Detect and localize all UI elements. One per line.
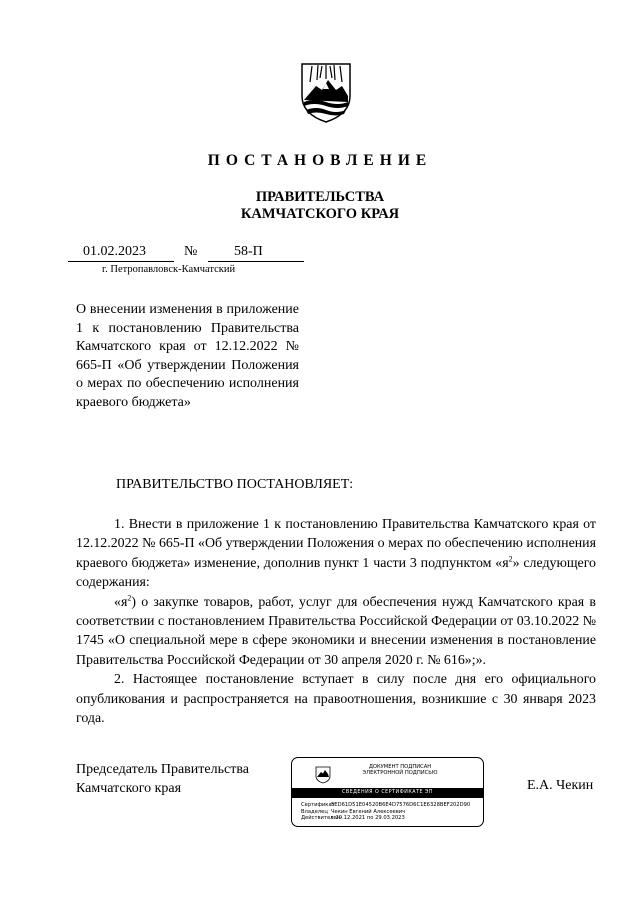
stamp-title-line-2: ЭЛЕКТРОННОЙ ПОДПИСЬЮ xyxy=(362,770,438,777)
signer-position-line-1: Председатель Правительства xyxy=(76,762,249,777)
resolution-heading: ПРАВИТЕЛЬСТВО ПОСТАНОВЛЯЕТ: xyxy=(116,477,354,492)
signer-name: Е.А. Чекин xyxy=(527,778,594,793)
issuer-line-1: ПРАВИТЕЛЬСТВА xyxy=(255,189,385,205)
stamp-owner-value: Чекин Евгений Алексеевич xyxy=(331,808,406,815)
issuer-line-2: КАМЧАТСКОГО КРАЯ xyxy=(240,206,400,222)
document-type-title: ПОСТАНОВЛЕНИЕ xyxy=(207,152,433,169)
stamp-emblem-icon xyxy=(315,766,331,784)
kamchatka-coat-of-arms-icon xyxy=(300,62,352,124)
stamp-valid-value: с 29.12.2021 по 29.03.2023 xyxy=(331,815,405,822)
date-underline xyxy=(68,261,174,262)
document-subject: О внесении изменения в приложение 1 к постановлению Правительства Камчатского края от 12.12.2022 № 665-П «Об утверждении Положения о мерах по обеспечению исполнения краевого бюджета» xyxy=(76,302,299,410)
electronic-signature-stamp xyxy=(291,757,484,827)
city-line: г. Петропавловск-Камчатский xyxy=(102,264,236,275)
body-paragraph-2: «$я^2$) о закупке товаров, работ, услуг для обеспечения нужд Камчатского края в соответствии с постановлением Правительства Российской Федерации от 03.10.2022 № 1745 «О специальной мере в сфере экономики и внесении изменения в постановление Правительства Российской Федерации от 30 апреля 2020 г. № 616»;». xyxy=(76,593,596,668)
stamp-title xyxy=(340,764,460,777)
document-number: 58-П xyxy=(234,244,263,259)
body-paragraph-1: 1. Внести в приложение 1 к постановлению Правительства Камчатского края от 12.12.2022 № 665-П «Об утверждении Положения о мерах по обеспечению исполнения краевого бюджета» изменение, дополнив пункт 1 части 3 подпунктом «$я^2$» следующего содержания: xyxy=(76,517,596,591)
stamp-cert-value: 5ED61D51E04520B6E4D7576D6C1E6328BEF202D90 xyxy=(331,802,471,808)
number-sign: № xyxy=(184,244,198,259)
signer-position-line-2: Камчатского края xyxy=(76,781,182,796)
body-paragraph-3: 2. Настоящее постановление вступает в силу после дня его официального опубликования и распространяется на правоотношения, возникшие с 30 января 2023 года. xyxy=(76,672,596,727)
document-date: 01.02.2023 xyxy=(83,244,146,259)
stamp-cert-label: Сертификат xyxy=(301,802,335,808)
signer-position xyxy=(76,760,249,798)
document-body xyxy=(76,515,596,728)
stamp-certificate-band: СВЕДЕНИЯ О СЕРТИФИКАТЕ ЭП xyxy=(292,788,483,798)
stamp-owner-label: Владелец xyxy=(301,808,328,815)
issuer-name xyxy=(0,189,640,223)
stamp-title-line-1: ДОКУМЕНТ ПОДПИСАН xyxy=(368,764,432,770)
stamp-certificate-info xyxy=(301,802,470,822)
stamp-valid-label: Действителен xyxy=(301,815,341,822)
number-underline xyxy=(208,261,304,262)
